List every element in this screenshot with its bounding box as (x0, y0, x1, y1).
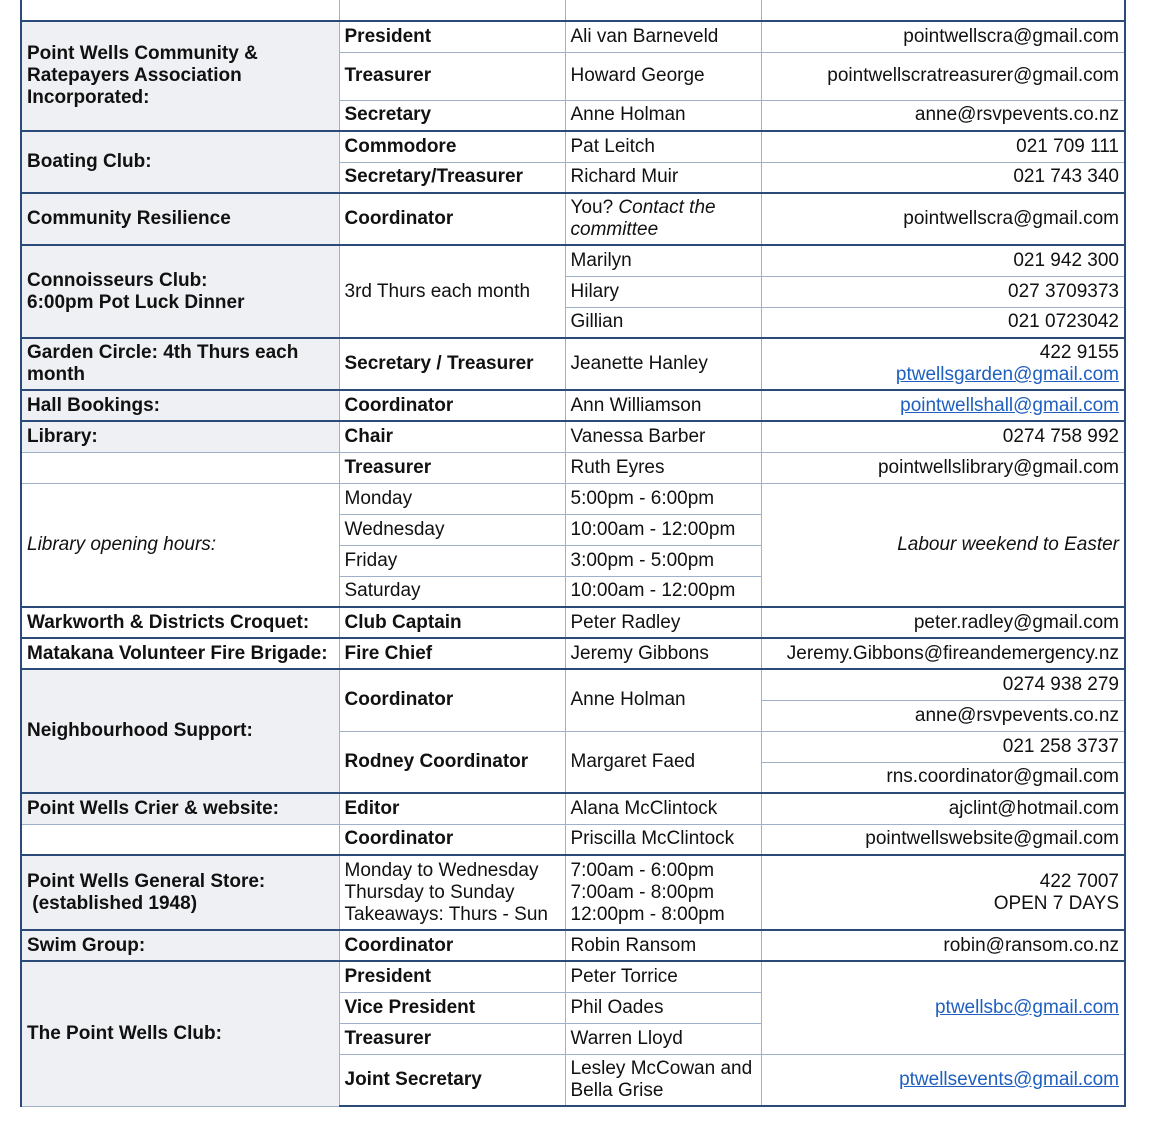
role-cell: Rodney Coordinator (339, 731, 565, 793)
org-store: Point Wells General Store: (established 1948) (21, 855, 339, 930)
store-hours-cell: 7:00am - 6:00pm 7:00am - 8:00pm 12:00pm - 8:00pm (565, 855, 761, 930)
contact-cell: ajclint@hotmail.com (761, 793, 1125, 824)
role-cell: Editor (339, 793, 565, 824)
table-row (21, 421, 1125, 452)
hours-cell: 10:00am - 12:00pm (565, 576, 761, 607)
role-cell: Treasurer (339, 52, 565, 100)
org-pwcra: Point Wells Community & Ratepayers Association Incorporated: (21, 21, 339, 131)
role-cell: Coordinator (339, 193, 565, 245)
role-cell: Coordinator (339, 930, 565, 961)
contact-cell: Jeremy.Gibbons@fireandemergency.nz (761, 638, 1125, 669)
role-cell: Treasurer (339, 452, 565, 483)
table-row (21, 930, 1125, 961)
contact-cell: 422 7007 OPEN 7 DAYS (761, 855, 1125, 930)
empty-cell (21, 824, 339, 855)
org-boating: Boating Club: (21, 131, 339, 193)
org-club: The Point Wells Club: (21, 961, 339, 1106)
role-cell: President (339, 21, 565, 52)
contact-cell (761, 1054, 1125, 1106)
name-cell: Priscilla McClintock (565, 824, 761, 855)
name-cell: Marilyn (565, 245, 761, 276)
table-row (21, 21, 1125, 52)
role-cell: Coordinator (339, 390, 565, 421)
table-row (21, 131, 1125, 162)
events-email-link[interactable]: ptwellsevents@gmail.com (899, 1068, 1119, 1090)
contact-cell: 021 743 340 (761, 162, 1125, 193)
hours-cell: 5:00pm - 6:00pm (565, 483, 761, 514)
library-hours-note: Labour weekend to Easter (761, 483, 1125, 607)
name-cell: Pat Leitch (565, 131, 761, 162)
org-garden: Garden Circle: 4th Thurs each month (21, 338, 339, 390)
day-cell: Friday (339, 545, 565, 576)
contact-cell: pointwellscra@gmail.com (761, 21, 1125, 52)
role-cell: Treasurer (339, 1023, 565, 1054)
name-cell: Margaret Faed (565, 731, 761, 793)
day-cell: Monday (339, 483, 565, 514)
name-cell: Richard Muir (565, 162, 761, 193)
role-cell: President (339, 961, 565, 992)
name-cell: Howard George (565, 52, 761, 100)
library-hours-label: Library opening hours: (21, 483, 339, 607)
table-row (21, 855, 1125, 930)
contact-cell: 0274 938 279 (761, 669, 1125, 700)
table-row (21, 961, 1125, 992)
name-cell: Ann Williamson (565, 390, 761, 421)
org-library: Library: (21, 421, 339, 452)
org-hall: Hall Bookings: (21, 390, 339, 421)
org-resilience: Community Resilience (21, 193, 339, 245)
table-row (21, 793, 1125, 824)
contact-cell: pointwellscra@gmail.com (761, 193, 1125, 245)
name-cell: Ali van Barneveld (565, 21, 761, 52)
contact-cell: rns.coordinator@gmail.com (761, 762, 1125, 793)
day-cell: Wednesday (339, 514, 565, 545)
community-directory-table (20, 0, 1126, 1107)
name-cell: Jeanette Hanley (565, 338, 761, 390)
role-cell: Secretary/Treasurer (339, 162, 565, 193)
contact-cell: 0274 758 992 (761, 421, 1125, 452)
contact-cell: robin@ransom.co.nz (761, 930, 1125, 961)
contact-cell: 021 709 111 (761, 131, 1125, 162)
name-cell: Peter Torrice (565, 961, 761, 992)
table-row (21, 824, 1125, 855)
role-cell: Fire Chief (339, 638, 565, 669)
role-cell: Joint Secretary (339, 1054, 565, 1106)
contact-cell: 027 3709373 (761, 276, 1125, 307)
name-cell: Alana McClintock (565, 793, 761, 824)
table-row (21, 483, 1125, 514)
table-row (21, 390, 1125, 421)
contact-cell (761, 390, 1125, 421)
role-cell: Coordinator (339, 824, 565, 855)
contact-cell: peter.radley@gmail.com (761, 607, 1125, 638)
name-cell: Vanessa Barber (565, 421, 761, 452)
contact-cell: pointwellswebsite@gmail.com (761, 824, 1125, 855)
role-cell: Coordinator (339, 669, 565, 731)
name-cell: Jeremy Gibbons (565, 638, 761, 669)
hours-cell: 10:00am - 12:00pm (565, 514, 761, 545)
store-days-cell: Monday to Wednesday Thursday to Sunday Takeaways: Thurs - Sun (339, 855, 565, 930)
org-neighbourhood: Neighbourhood Support: (21, 669, 339, 793)
name-cell: Anne Holman (565, 669, 761, 731)
hours-cell: 3:00pm - 5:00pm (565, 545, 761, 576)
name-cell: Robin Ransom (565, 930, 761, 961)
name-cell: Anne Holman (565, 100, 761, 131)
role-cell: Commodore (339, 131, 565, 162)
contact-cell: anne@rsvpevents.co.nz (761, 100, 1125, 131)
contact-cell: 021 258 3737 (761, 731, 1125, 762)
contact-cell: 021 0723042 (761, 307, 1125, 338)
name-cell: Hilary (565, 276, 761, 307)
contact-cell: pointwellscratreasurer@gmail.com (761, 52, 1125, 100)
schedule-cell: 3rd Thurs each month (339, 245, 565, 338)
name-cell: Gillian (565, 307, 761, 338)
role-cell: Secretary (339, 100, 565, 131)
garden-email-link[interactable]: ptwellsgarden@gmail.com (895, 364, 1119, 385)
contact-cell: anne@rsvpevents.co.nz (761, 700, 1125, 731)
contact-cell: 021 942 300 (761, 245, 1125, 276)
name-cell: Lesley McCowan and Bella Grise (565, 1054, 761, 1106)
name-cell: Warren Lloyd (565, 1023, 761, 1054)
org-fire-brigade: Matakana Volunteer Fire Brigade: (21, 638, 339, 669)
table-row (21, 669, 1125, 700)
table-row (21, 338, 1125, 390)
role-cell: Secretary / Treasurer (339, 338, 565, 390)
role-cell: Vice President (339, 992, 565, 1023)
contact-cell: pointwellslibrary@gmail.com (761, 452, 1125, 483)
contact-cell (761, 961, 1125, 1054)
org-crier: Point Wells Crier & website: (21, 793, 339, 824)
name-cell: Peter Radley (565, 607, 761, 638)
table-row (21, 245, 1125, 276)
org-swim: Swim Group: (21, 930, 339, 961)
table-row (21, 193, 1125, 245)
role-cell: Club Captain (339, 607, 565, 638)
name-cell: Phil Oades (565, 992, 761, 1023)
org-croquet: Warkworth & Districts Croquet: (21, 607, 339, 638)
org-connoisseurs: Connoisseurs Club: 6:00pm Pot Luck Dinner (21, 245, 339, 338)
hall-email-link[interactable]: pointwellshall@gmail.com (900, 394, 1119, 416)
name-cell: You? Contact the committee (565, 193, 761, 245)
table-row (21, 638, 1125, 669)
empty-cell (21, 452, 339, 483)
contact-cell: 422 9155 ptwellsgarden@gmail.com (761, 338, 1125, 390)
day-cell: Saturday (339, 576, 565, 607)
name-cell: Ruth Eyres (565, 452, 761, 483)
table-row (21, 452, 1125, 483)
table-row (21, 607, 1125, 638)
role-cell: Chair (339, 421, 565, 452)
club-email-link[interactable]: ptwellsbc@gmail.com (934, 996, 1119, 1018)
